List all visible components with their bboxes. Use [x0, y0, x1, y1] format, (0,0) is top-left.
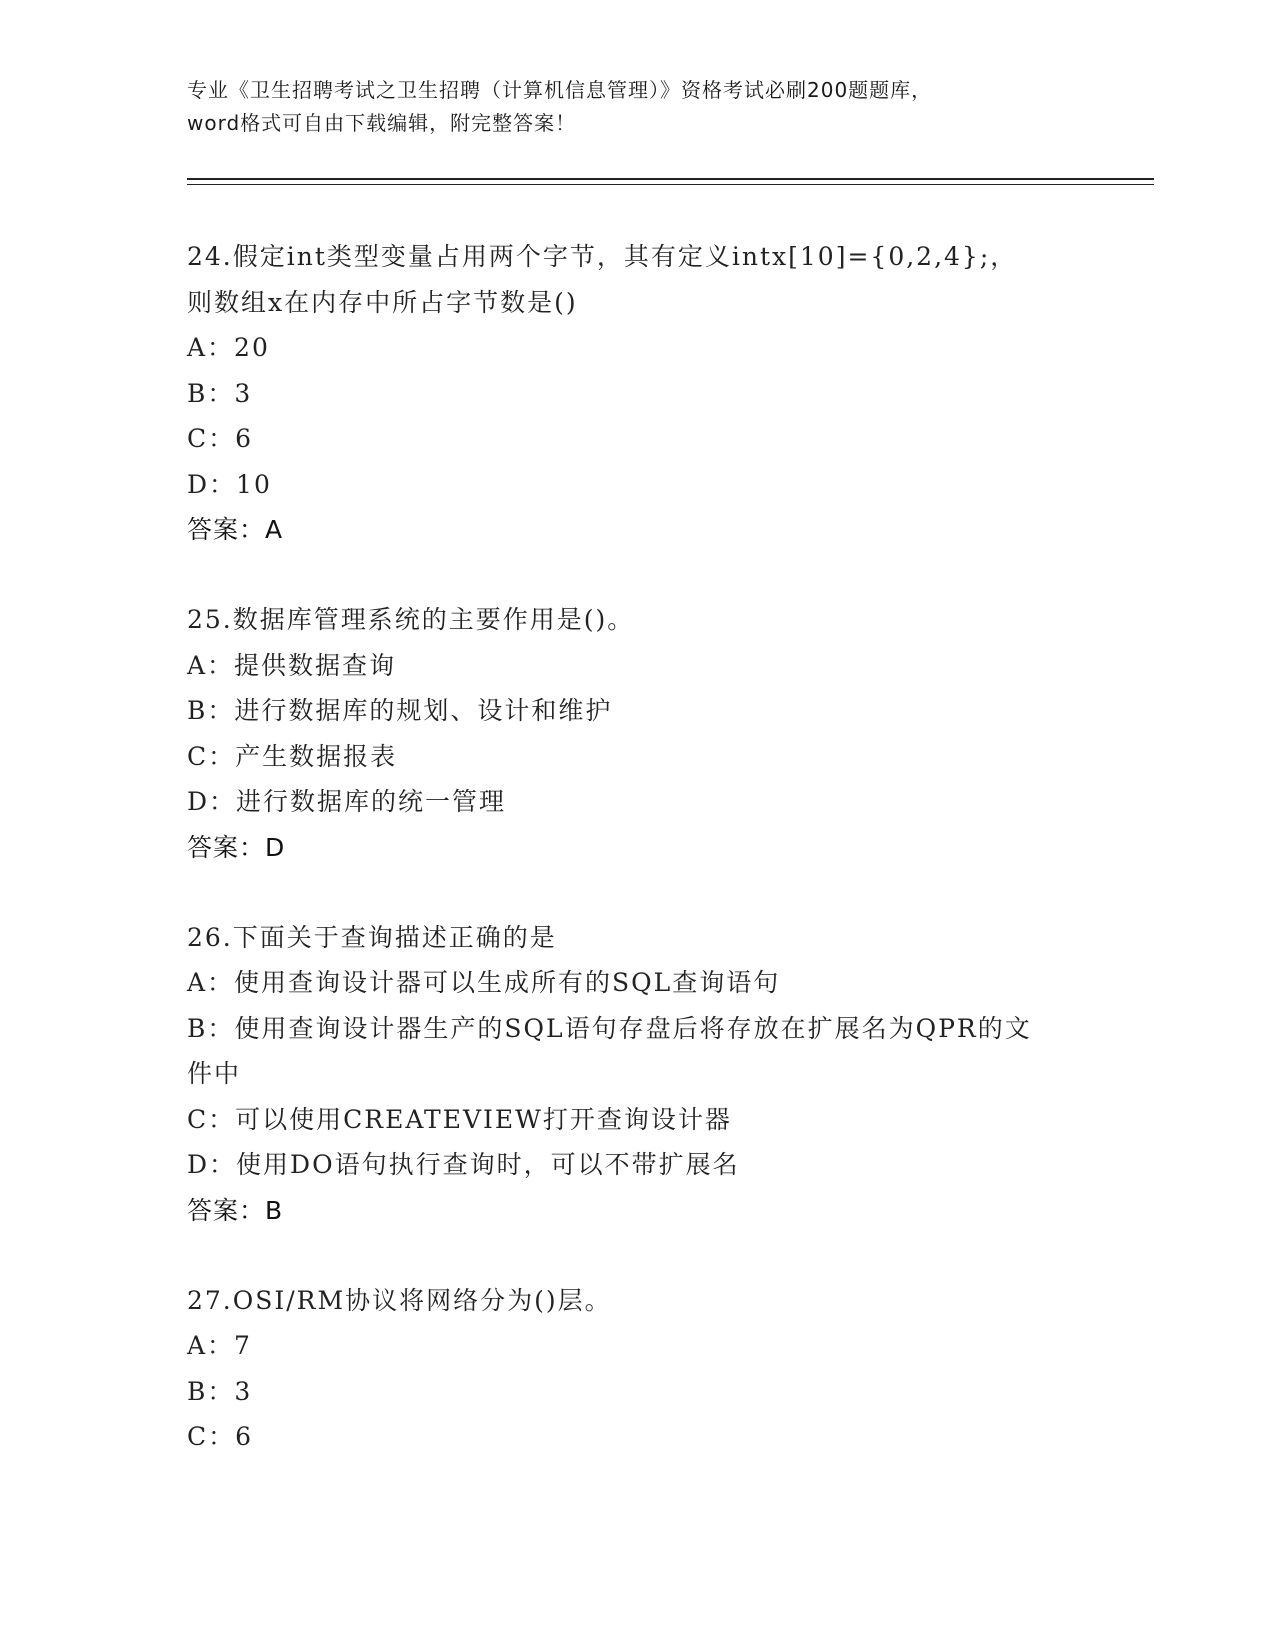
- option-a: A：提供数据查询: [187, 650, 397, 680]
- header-divider-top: [187, 178, 1154, 180]
- option-c: C：6: [187, 1422, 254, 1451]
- header-line-1: 专业《卫生招聘考试之卫生招聘（计算机信息管理）》资格考试必刷200题题库，: [187, 78, 933, 102]
- option-d: D：10: [187, 469, 272, 499]
- option-c: C：6: [187, 424, 254, 453]
- option-b: B：3: [187, 1376, 253, 1406]
- option-b: B：进行数据库的规划、设计和维护: [187, 696, 613, 725]
- option-b-continued: 件中: [187, 1059, 242, 1088]
- header-divider-bottom: [187, 184, 1154, 185]
- option-c: C：可以使用CREATEVIEW打开查询设计器: [187, 1104, 732, 1134]
- option-a: A：使用查询设计器可以生成所有的SQL查询语句: [187, 968, 781, 997]
- question-stem: 则数组x在内存中所占字节数是(): [187, 287, 578, 317]
- question-list: [187, 234, 1087, 1504]
- document-header: [187, 74, 1087, 140]
- answer: 答案：B: [187, 1195, 284, 1225]
- question-stem: 24.假定int类型变量占用两个字节，其有定义intx[10]={0,2,4};，: [187, 242, 1018, 271]
- question-25: [187, 597, 1087, 871]
- answer: 答案：A: [187, 515, 284, 544]
- option-b: B：使用查询设计器生产的SQL语句存盘后将存放在扩展名为QPR的文: [187, 1013, 1032, 1043]
- question-stem: 26.下面关于查询描述正确的是: [187, 922, 557, 952]
- question-26: [187, 915, 1087, 1234]
- option-a: A：7: [187, 1331, 252, 1360]
- question-24: [187, 234, 1087, 553]
- question-stem: 25.数据库管理系统的主要作用是()。: [187, 605, 635, 634]
- answer: 答案：D: [187, 832, 286, 862]
- option-b: B：3: [187, 378, 253, 408]
- option-d: D：使用DO语句执行查询时，可以不带扩展名: [187, 1150, 740, 1179]
- option-a: A：20: [187, 333, 270, 362]
- question-stem: 27.OSI/RM协议将网络分为()层。: [187, 1285, 612, 1315]
- option-c: C：产生数据报表: [187, 741, 398, 771]
- question-27: [187, 1278, 1087, 1460]
- option-d: D：进行数据库的统一管理: [187, 787, 507, 816]
- header-line-2: word格式可自由下载编辑，附完整答案！: [187, 111, 577, 135]
